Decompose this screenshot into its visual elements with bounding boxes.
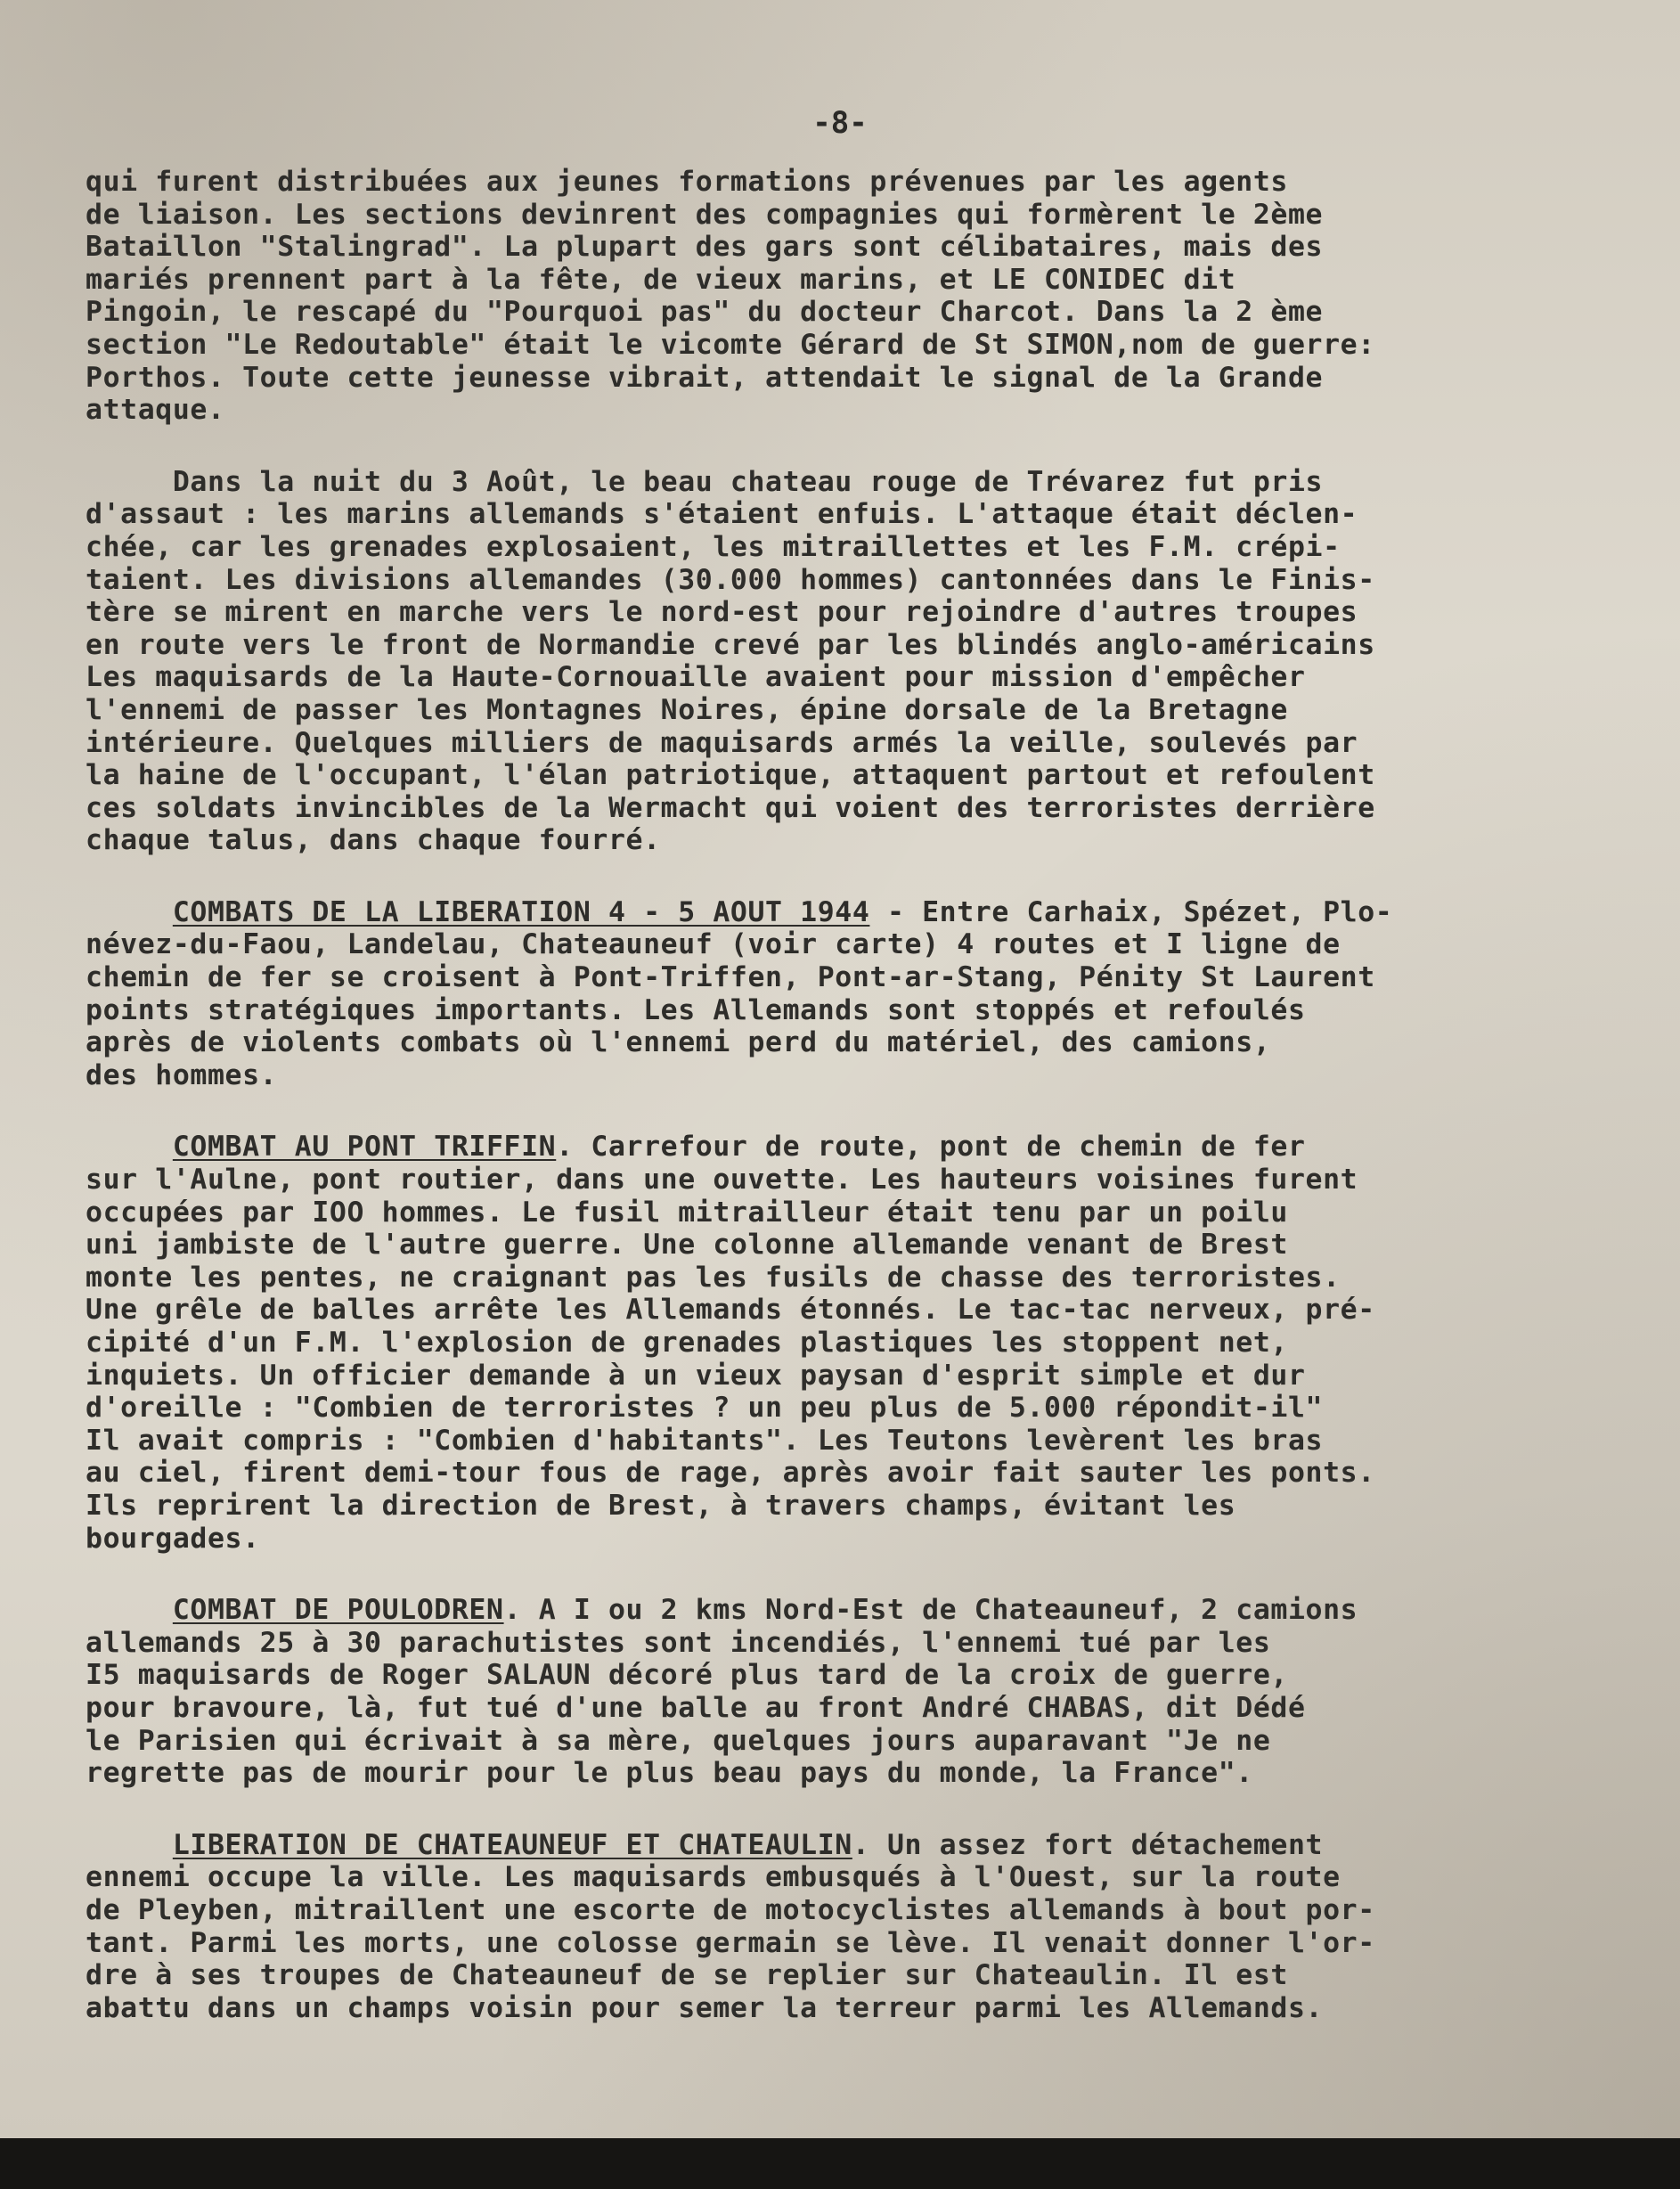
text-line: regrette pas de mourir pour le plus beau pays du monde, la France". <box>86 1757 1253 1790</box>
text-line: l'ennemi de passer les Montagnes Noires, épine dorsale de la Bretagne <box>86 693 1288 726</box>
paragraph-combat-pont-triffin <box>86 1131 1671 1555</box>
paragraph-combats-liberation <box>86 896 1671 1092</box>
text-line: chaque talus, dans chaque fourré. <box>86 824 661 857</box>
paragraph-treverez-assault <box>86 466 1671 857</box>
text-line: mariés prennent part à la fête, de vieux marins, et LE CONIDEC dit <box>86 263 1236 296</box>
text-line: uni jambiste de l'autre guerre. Une colonne allemande venant de Brest <box>86 1229 1288 1262</box>
section-first-line-text: - Entre Carhaix, Spézet, Plo- <box>869 895 1393 928</box>
section-first-line-text: . Carrefour de route, pont de chemin de fer <box>556 1131 1306 1164</box>
text-line: monte les pentes, ne craignant pas les fusils de chasse des terroristes. <box>86 1261 1341 1294</box>
document-body <box>86 166 1671 2063</box>
section-first-line <box>86 1594 1671 1627</box>
section-first-line <box>86 1131 1671 1164</box>
text-line: Dans la nuit du 3 Août, le beau chateau rouge de Trévarez fut pris <box>86 465 1324 498</box>
text-line: taient. Les divisions allemandes (30.000 hommes) cantonnées dans le Finis- <box>86 563 1375 596</box>
paragraph-combat-poulodren <box>86 1594 1671 1790</box>
text-line: Une grêle de balles arrête les Allemands étonnés. Le tac-tac nerveux, pré- <box>86 1294 1375 1327</box>
text-line: I5 maquisards de Roger SALAUN décoré plus tard de la croix de guerre, <box>86 1659 1288 1692</box>
text-line: la haine de l'occupant, l'élan patriotique, attaquent partout et refoulent <box>86 759 1375 792</box>
text-line: de liaison. Les sections devinrent des compagnies qui formèrent le 2ème <box>86 198 1324 231</box>
text-line: Pingoin, le rescapé du "Pourquoi pas" du docteur Charcot. Dans la 2 ème <box>86 296 1324 329</box>
section-heading: LIBERATION DE CHATEAUNEUF ET CHATEAULIN <box>172 1828 852 1861</box>
text-line: inquiets. Un officier demande à un vieux paysan d'esprit simple et dur <box>86 1359 1306 1392</box>
text-line: intérieure. Quelques milliers de maquisards armés la veille, soulevés par <box>86 726 1358 759</box>
text-line: occupées par IOO hommes. Le fusil mitrailleur était tenu par un poilu <box>86 1196 1288 1229</box>
text-line: ennemi occupe la ville. Les maquisards embusqués à l'Ouest, sur la route <box>86 1861 1341 1894</box>
text-line: allemands 25 à 30 parachutistes sont incendiés, l'ennemi tué par les <box>86 1626 1271 1659</box>
text-line: tère se mirent en marche vers le nord-est pour rejoindre d'autres troupes <box>86 596 1358 629</box>
text-line: sur l'Aulne, pont routier, dans une ouvette. Les hauteurs voisines furent <box>86 1164 1358 1197</box>
text-line: section "Le Redoutable" était le vicomte Gérard de St SIMON,nom de guerre: <box>86 328 1375 361</box>
text-line: en route vers le front de Normandie crevé par les blindés anglo-américains <box>86 628 1375 661</box>
text-line: de Pleyben, mitraillent une escorte de motocyclistes allemands à bout por- <box>86 1893 1375 1926</box>
text-line: au ciel, firent demi-tour fous de rage, après avoir fait sauter les ponts. <box>86 1457 1375 1490</box>
text-line: qui furent distribuées aux jeunes formations prévenues par les agents <box>86 166 1288 198</box>
paragraph-liberation-chateauneuf <box>86 1829 1671 2025</box>
text-line: Les maquisards de la Haute-Cornouaille avaient pour mission d'empêcher <box>86 661 1306 694</box>
section-first-line-text: . Un assez fort détachement <box>852 1828 1324 1861</box>
paragraph-intro <box>86 166 1671 427</box>
section-heading: COMBATS DE LA LIBERATION 4 - 5 AOUT 1944 <box>172 895 870 928</box>
section-first-line <box>86 896 1671 929</box>
section-first-line <box>86 1829 1671 1862</box>
section-first-line-text: . A I ou 2 kms Nord-Est de Chateauneuf, 2 camions <box>503 1594 1358 1627</box>
text-line: attaque. <box>86 394 225 427</box>
text-line: d'assaut : les marins allemands s'étaient enfuis. L'attaque était déclen- <box>86 498 1358 531</box>
text-line: Il avait compris : "Combien d'habitants". Les Teutons levèrent les bras <box>86 1424 1324 1457</box>
text-line: abattu dans un champs voisin pour semer la terreur parmi les Allemands. <box>86 1991 1324 2024</box>
text-line: chemin de fer se croisent à Pont-Triffen, Pont-ar-Stang, Pénity St Laurent <box>86 961 1375 994</box>
text-line: Ils reprirent la direction de Brest, à travers champs, évitant les <box>86 1489 1236 1522</box>
text-line: Bataillon "Stalingrad". La plupart des gars sont célibataires, mais des <box>86 231 1324 264</box>
text-line: névez-du-Faou, Landelau, Chateauneuf (voir carte) 4 routes et I ligne de <box>86 928 1341 961</box>
text-line: ces soldats invincibles de la Wermacht qui voient des terroristes derrière <box>86 791 1375 824</box>
section-heading: COMBAT AU PONT TRIFFIN <box>172 1131 557 1164</box>
text-line: après de violents combats où l'ennemi perd du matériel, des camions, <box>86 1026 1271 1059</box>
text-line: le Parisien qui écrivait à sa mère, quelques jours auparavant "Je ne <box>86 1724 1271 1757</box>
text-line: points stratégiques importants. Les Allemands sont stoppés et refoulés <box>86 993 1306 1026</box>
text-line: d'oreille : "Combien de terroristes ? un peu plus de 5.000 répondit-il" <box>86 1392 1324 1425</box>
text-line: des hommes. <box>86 1058 278 1091</box>
text-line: dre à ses troupes de Chateauneuf de se replier sur Chateaulin. Il est <box>86 1959 1288 1992</box>
section-heading: COMBAT DE POULODREN <box>172 1594 504 1627</box>
text-line: pour bravoure, là, fut tué d'une balle au front André CHABAS, dit Dédé <box>86 1691 1306 1724</box>
text-line: chée, car les grenades explosaient, les mitraillettes et les F.M. crépi- <box>86 530 1341 563</box>
text-line: cipité d'un F.M. l'explosion de grenades plastiques les stoppent net, <box>86 1327 1288 1359</box>
photo-background-strip <box>0 2138 1680 2189</box>
text-line: tant. Parmi les morts, une colosse germain se lève. Il venait donner l'or- <box>86 1926 1375 1959</box>
page-number: -8- <box>812 105 868 141</box>
text-line: Porthos. Toute cette jeunesse vibrait, attendait le signal de la Grande <box>86 361 1324 394</box>
text-line: bourgades. <box>86 1522 260 1555</box>
